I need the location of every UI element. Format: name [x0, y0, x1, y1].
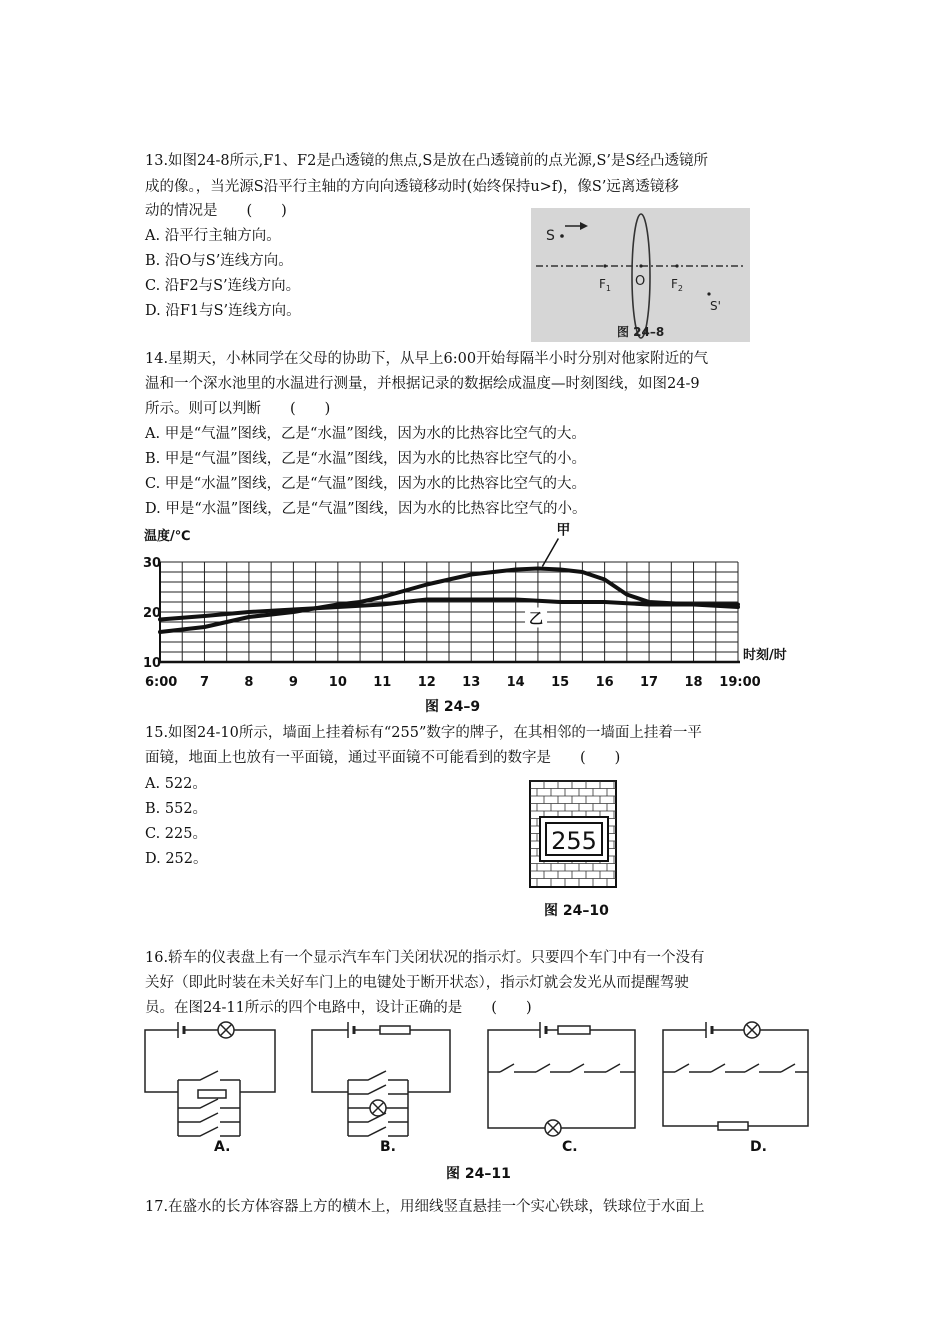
- x-tick-label: 14: [506, 675, 525, 690]
- q13-option-c: C. 沿F2与S’连线方向。: [145, 278, 301, 294]
- x-tick-label: 13: [462, 675, 481, 690]
- circuit-a-wire-left: [145, 1030, 178, 1092]
- f2-subscript: 2: [677, 284, 683, 293]
- circuit-b-wire-right: [408, 1030, 450, 1092]
- x-tick-label: 15: [551, 675, 570, 690]
- o-label: O: [635, 274, 646, 289]
- q14-option-b: B. 甲是“气温”图线，乙是“水温”图线，因为水的比热容比空气的小。: [145, 451, 587, 467]
- circuit-c-switch-3: [570, 1064, 584, 1072]
- x-tick-label: 6:00: [145, 675, 178, 690]
- x-tick-label: 10: [328, 675, 347, 690]
- x-axis-label: 时刻/时: [743, 648, 787, 663]
- q14-line-2: 温和一个深水池里的水温进行测量，并根据记录的数据绘成温度—时刻图线，如图24-9: [145, 376, 700, 392]
- circuit-a-switch-3: [178, 1113, 218, 1122]
- circuit-c-wire-right: [561, 1030, 635, 1128]
- circuit-d-switch-4: [781, 1064, 795, 1072]
- q14-option-c: C. 甲是“水温”图线，乙是“气温”图线，因为水的比热容比空气的大。: [145, 476, 586, 492]
- circuit-a-resistor: [198, 1090, 226, 1098]
- figure-24-11-caption: 图 24–11: [446, 1166, 511, 1182]
- figure-24-9-caption: 图 24–9: [425, 699, 481, 715]
- x-tick-label: 8: [244, 675, 254, 690]
- circuit-c-switch-1: [500, 1064, 514, 1072]
- circuit-b-switch-1: [348, 1071, 386, 1080]
- q16-line-2: 关好（即此时装在未关好车门上的电键处于断开状态），指示灯就会发光从而提醒驾驶: [145, 975, 689, 991]
- circuit-d-label: D.: [750, 1139, 767, 1155]
- figure-24-8-caption: 图 24–8: [617, 325, 665, 339]
- circuit-c-switch-2: [536, 1064, 550, 1072]
- focus-f2-point: [675, 264, 678, 267]
- circuit-b-label: B.: [380, 1139, 396, 1155]
- circuit-d-switch-3: [745, 1064, 759, 1072]
- circuit-d-switch-2: [711, 1064, 725, 1072]
- s-label: S: [546, 228, 555, 244]
- x-tick-label: 9: [288, 675, 298, 690]
- circuit-a-label: A.: [214, 1139, 231, 1155]
- q13-line-3: 动的情况是 ( ): [145, 203, 287, 219]
- optical-center: [639, 264, 642, 267]
- circuit-b-switch-3: [348, 1113, 386, 1122]
- q15-option-b: B. 552。: [145, 801, 208, 817]
- circuit-c-wire-left: [488, 1030, 545, 1128]
- series-label-jia: 甲: [556, 522, 571, 539]
- figure-24-11: [140, 1018, 820, 1188]
- x-tick-label: 17: [640, 675, 659, 690]
- q16-line-1: 16.轿车的仪表盘上有一个显示汽车车门关闭状况的指示灯。只要四个车门中有一个没有: [145, 950, 705, 966]
- y-tick-label: 10: [143, 656, 162, 671]
- y-tick-label: 20: [143, 606, 162, 621]
- q17-line-1: 17.在盛水的长方体容器上方的横木上，用细线竖直悬挂一个实心铁球，铁球位于水面上: [145, 1199, 705, 1215]
- y-tick-label: 30: [143, 556, 162, 571]
- q14-option-d: D. 甲是“水温”图线，乙是“气温”图线，因为水的比热容比空气的小。: [145, 501, 587, 517]
- circuit-a-switch-1: [178, 1071, 218, 1080]
- s-prime-label: S': [710, 299, 721, 313]
- x-tick-label: 12: [417, 675, 436, 690]
- q13-line-1: 13.如图24-8所示,F1、F2是凸透镜的焦点,S是放在凸透镜前的点光源,S’是S经凸透镜所: [145, 153, 708, 169]
- circuit-c: [488, 1022, 635, 1136]
- q13-option-b: B. 沿O与S’连线方向。: [145, 253, 293, 269]
- circuit-b-switch-4: [348, 1127, 386, 1136]
- circuit-b: [312, 1022, 450, 1136]
- circuit-b-wire-left: [312, 1030, 348, 1092]
- y-axis-label: 温度/℃: [144, 529, 191, 544]
- figure-24-10-caption: 图 24–10: [544, 903, 609, 919]
- q14-option-a: A. 甲是“气温”图线，乙是“水温”图线，因为水的比热容比空气的大。: [145, 426, 586, 442]
- circuit-a-switch-2: [178, 1099, 218, 1108]
- circuit-c-label: C.: [562, 1139, 578, 1155]
- circuit-d-switch-1: [675, 1064, 689, 1072]
- point-source-s: [560, 234, 564, 238]
- q16-line-3: 员。在图24-11所示的四个电路中，设计正确的是 ( ): [145, 1000, 532, 1016]
- circuit-a-switch-4: [178, 1127, 218, 1136]
- q15-line-2: 面镜，地面上也放有一平面镜，通过平面镜不可能看到的数字是 ( ): [145, 750, 621, 766]
- q15-option-d: D. 252。: [145, 851, 208, 867]
- series-label-yi: 乙: [529, 611, 544, 628]
- circuit-b-resistor: [380, 1026, 410, 1034]
- circuit-d: [663, 1022, 808, 1130]
- x-tick-label: 16: [595, 675, 614, 690]
- f2-letter: F: [671, 277, 678, 291]
- x-tick-label: 18: [684, 675, 703, 690]
- q15-option-c: C. 225。: [145, 826, 207, 842]
- q15-line-1: 15.如图24-10所示，墙面上挂着标有“255”数字的牌子，在其相邻的一墙面上挂着一平: [145, 725, 702, 741]
- figure-24-10: [528, 779, 628, 919]
- q14-line-1: 14.星期天，小林同学在父母的协助下，从早上6:00开始每隔半小时分别对他家附近的气: [145, 351, 709, 367]
- circuit-b-switch-2: [348, 1085, 386, 1094]
- x-tick-label: 11: [373, 675, 392, 690]
- circuit-d-resistor: [718, 1122, 748, 1130]
- circuit-d-wire-left: [663, 1030, 718, 1126]
- figure-24-9-chart: [140, 520, 800, 720]
- f1-letter: F: [599, 277, 606, 291]
- focus-f1-point: [603, 264, 606, 267]
- x-tick-label: 19:00: [719, 675, 761, 690]
- plate-number: 255: [551, 827, 597, 855]
- x-tick-label: 7: [199, 675, 209, 690]
- circuit-c-switch-4: [606, 1064, 620, 1072]
- circuit-a: [145, 1022, 275, 1136]
- figure-24-8: [531, 208, 750, 342]
- q13-option-a: A. 沿平行主轴方向。: [145, 228, 281, 244]
- image-point-s-prime: [707, 292, 710, 295]
- q13-line-2: 成的像。，当光源S沿平行主轴的方向向透镜移动时(始终保持u>f)，像S’远离透镜移: [145, 179, 679, 195]
- q14-line-3: 所示。则可以判断 ( ): [145, 401, 331, 417]
- f1-subscript: 1: [605, 284, 611, 293]
- circuit-d-wire-right: [748, 1030, 808, 1126]
- q15-option-a: A. 522。: [145, 776, 207, 792]
- circuit-c-resistor: [558, 1026, 590, 1034]
- q13-option-d: D. 沿F1与S’连线方向。: [145, 303, 301, 319]
